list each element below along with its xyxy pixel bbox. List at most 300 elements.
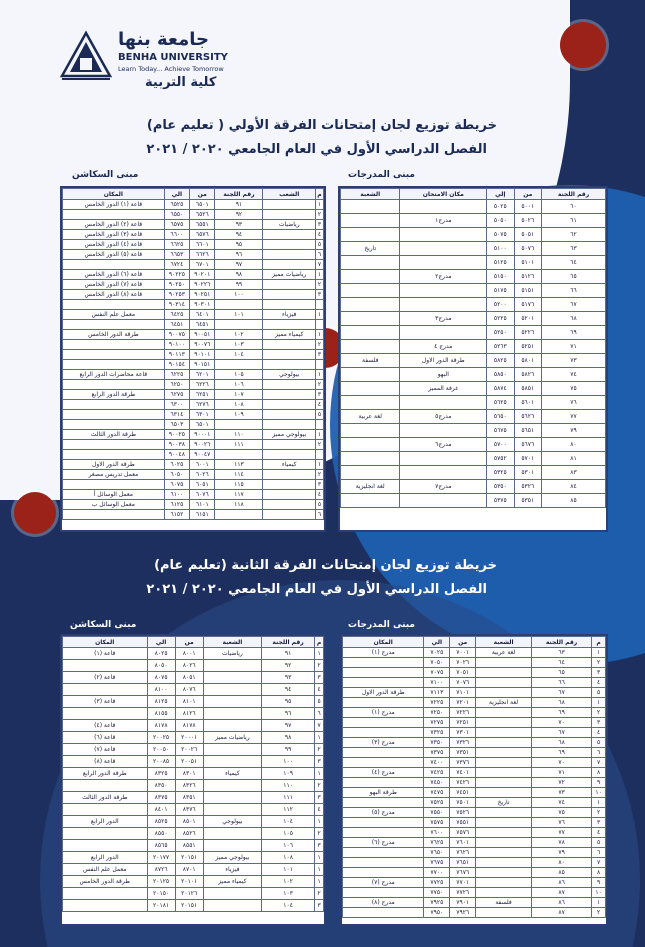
s1-left-header-cell: الشعب bbox=[263, 189, 316, 200]
s1-left-sec-cell bbox=[263, 340, 316, 350]
s2-left-from-cell: ٨٠٠١ bbox=[175, 648, 203, 660]
s2-left-from-cell: ٨١٧٨ bbox=[175, 720, 203, 732]
s1-left-place-cell bbox=[63, 400, 165, 410]
s1-left-place-cell bbox=[63, 300, 165, 310]
s2-left-no-cell: ١٠٦ bbox=[262, 840, 315, 852]
s2-left-header-cell: من bbox=[175, 637, 203, 648]
table-row bbox=[341, 410, 606, 424]
s1-right-place-cell: مدرج٦ bbox=[400, 438, 487, 452]
s1-left-from-cell: ٦٥٢٦ bbox=[190, 210, 215, 220]
s1-right-from-cell: ٥٢٥١ bbox=[514, 340, 541, 354]
s2-right-m-cell: ١٠ bbox=[592, 788, 606, 798]
s2-left-place-cell: الدور الرابع bbox=[63, 852, 148, 864]
table-row bbox=[343, 758, 606, 768]
s1-left-place-cell: قاعة (٤) الدور الخامس bbox=[63, 240, 165, 250]
s1-right-to-cell: ٥٧٥٢ bbox=[487, 452, 514, 466]
table-row bbox=[63, 250, 324, 260]
s2-right-no-cell: ٦٧ bbox=[532, 728, 592, 738]
s1-right-to-cell: ٥٨٧٤ bbox=[487, 382, 514, 396]
s1-left-from-cell: ٩٠٠٥١ bbox=[190, 330, 215, 340]
s2-right-place-cell bbox=[343, 758, 424, 768]
s2-right-to-cell: ٧٩٥٠ bbox=[424, 908, 450, 918]
s1-left-to-cell: ٦٥٧٥ bbox=[164, 220, 189, 230]
s2-right-from-cell: ٧٥٧٦ bbox=[450, 828, 476, 838]
s1-left-m-cell: ٣ bbox=[316, 390, 324, 400]
s1-right-section-cell bbox=[341, 284, 400, 298]
s2-right-no-cell: ٦٩ bbox=[532, 708, 592, 718]
s2-left-from-cell: ٨٠٧٦ bbox=[175, 684, 203, 696]
s2-right-from-cell: ٧٢٢٦ bbox=[450, 708, 476, 718]
s2-right-sec-cell bbox=[476, 788, 532, 798]
s1-left-place-cell bbox=[63, 380, 165, 390]
s2-left-sec-cell: بيولوجي مميز bbox=[203, 852, 261, 864]
s1-left-to-cell: ٦٢٢٥ bbox=[164, 370, 189, 380]
s2-right-to-cell: ٧٩٢٥ bbox=[424, 898, 450, 908]
s2-right-no-cell: ٧٦ bbox=[532, 818, 592, 828]
table-row bbox=[63, 828, 324, 840]
table-row bbox=[63, 330, 324, 340]
s1-left-to-cell: ٦٤٢٥ bbox=[164, 310, 189, 320]
s2-right-from-cell: ٧٠٥١ bbox=[450, 668, 476, 678]
s1-left-place-cell: طرقة الدور الخامس bbox=[63, 330, 165, 340]
s1-right-section-cell: تاريخ bbox=[341, 242, 400, 256]
s2-right-no-cell: ٨٧ bbox=[532, 908, 592, 918]
s1-right-to-cell: ٥١٧٥ bbox=[487, 284, 514, 298]
s2-right-from-cell: ٧٣٧٦ bbox=[450, 758, 476, 768]
s1-left-to-cell: ٦٢٧٥ bbox=[164, 390, 189, 400]
s1-left-m-cell: ٥ bbox=[316, 410, 324, 420]
table-row bbox=[63, 290, 324, 300]
s1-left-sec-cell bbox=[263, 290, 316, 300]
section1-right-table bbox=[340, 188, 606, 508]
s2-left-m-cell: ٢ bbox=[315, 780, 324, 792]
table-row bbox=[63, 792, 324, 804]
s1-left-no-cell: ٩٨ bbox=[215, 270, 263, 280]
table-row bbox=[63, 390, 324, 400]
s1-right-header-cell: من bbox=[514, 189, 541, 200]
s1-right-section-cell bbox=[341, 396, 400, 410]
s2-right-place-cell bbox=[343, 848, 424, 858]
s1-right-place-cell: البهو bbox=[400, 368, 487, 382]
s2-left-to-cell: ٨٣٢٥ bbox=[147, 768, 175, 780]
s2-right-no-cell: ٦٥ bbox=[532, 668, 592, 678]
s2-right-m-cell: ١٠ bbox=[592, 888, 606, 898]
table-row bbox=[63, 370, 324, 380]
s1-left-m-cell: ٥ bbox=[316, 240, 324, 250]
s2-right-to-cell: ٧٢٢٥ bbox=[424, 698, 450, 708]
s1-left-no-cell bbox=[215, 320, 263, 330]
s2-left-m-cell: ١ bbox=[315, 816, 324, 828]
s2-left-place-cell: طرقة الدور الخامس bbox=[63, 876, 148, 888]
s2-left-no-cell: ٩٤ bbox=[262, 684, 315, 696]
s1-left-m-cell bbox=[316, 300, 324, 310]
s2-right-place-cell bbox=[343, 698, 424, 708]
section2-right-table-frame bbox=[340, 634, 608, 926]
s2-right-place-cell: مدرج (٧) bbox=[343, 878, 424, 888]
s1-left-m-cell: ٢ bbox=[316, 340, 324, 350]
s2-right-from-cell: ٧٤٥١ bbox=[450, 788, 476, 798]
s2-right-no-cell: ٨٦ bbox=[532, 898, 592, 908]
s2-left-no-cell: ١١١ bbox=[262, 792, 315, 804]
s1-left-from-cell: ٦٠٠١ bbox=[190, 460, 215, 470]
s1-left-no-cell bbox=[215, 300, 263, 310]
s1-left-from-cell: ٦١٥١ bbox=[190, 510, 215, 520]
table-row bbox=[63, 684, 324, 696]
s1-left-sec-cell bbox=[263, 240, 316, 250]
s2-right-sec-cell bbox=[476, 748, 532, 758]
s2-right-m-cell: ٨ bbox=[592, 868, 606, 878]
s1-left-from-cell: ٩٠٠٤٧ bbox=[190, 450, 215, 460]
s1-left-to-cell: ٦٧٢٤ bbox=[164, 260, 189, 270]
s2-left-no-cell: ١٠٠ bbox=[262, 756, 315, 768]
s1-right-place-cell bbox=[400, 298, 487, 312]
s1-left-from-cell: ٦٦٢٦ bbox=[190, 250, 215, 260]
s1-left-place-cell: قاعة (٦) الدور الخامس bbox=[63, 270, 165, 280]
s1-left-sec-cell: كيمياء bbox=[263, 460, 316, 470]
s2-right-no-cell: ٧٠ bbox=[532, 718, 592, 728]
s1-right-no-cell: ٨٣ bbox=[542, 466, 606, 480]
s2-left-no-cell: ٩٣ bbox=[262, 672, 315, 684]
s1-left-sec-cell: رياضيات bbox=[263, 220, 316, 230]
s1-left-from-cell: ٩٠٢٢٦ bbox=[190, 280, 215, 290]
table-row bbox=[63, 200, 324, 210]
s2-right-sec-cell bbox=[476, 658, 532, 668]
s2-right-m-cell: ١ bbox=[592, 798, 606, 808]
s1-right-to-cell: ٥٧٠٠ bbox=[487, 438, 514, 452]
s1-left-to-cell: ٩٠١٠٠ bbox=[164, 340, 189, 350]
s2-left-place-cell: قاعة (٨) bbox=[63, 756, 148, 768]
s2-left-m-cell: ٦ bbox=[315, 708, 324, 720]
s1-left-to-cell: ٦٦٠٠ bbox=[164, 230, 189, 240]
s1-left-no-cell: ١١١ bbox=[215, 440, 263, 450]
s2-right-to-cell: ٧١٠٠ bbox=[424, 678, 450, 688]
s2-left-sec-cell bbox=[203, 744, 261, 756]
s2-left-to-cell: ٨٣٥٠ bbox=[147, 780, 175, 792]
s1-left-m-cell: ٧ bbox=[316, 260, 324, 270]
s1-left-to-cell: ٦٤٥١ bbox=[164, 320, 189, 330]
s1-left-m-cell: ١ bbox=[316, 310, 324, 320]
s1-left-from-cell: ٩٠٠٧٦ bbox=[190, 340, 215, 350]
s1-right-from-cell: ٥٣٢٦ bbox=[514, 480, 541, 494]
s2-right-sec-cell: تاريخ bbox=[476, 798, 532, 808]
s2-right-sec-cell: لغة انجليزية bbox=[476, 698, 532, 708]
s2-right-place-cell bbox=[343, 728, 424, 738]
s2-right-place-cell bbox=[343, 858, 424, 868]
s1-right-from-cell: ٥٧٠١ bbox=[514, 452, 541, 466]
s2-right-no-cell: ٨٥ bbox=[532, 868, 592, 878]
s2-left-from-cell: ٢٠١٢٦ bbox=[175, 888, 203, 900]
s2-right-from-cell: ٧٦٥١ bbox=[450, 858, 476, 868]
s1-left-sec-cell bbox=[263, 500, 316, 510]
table-row bbox=[343, 678, 606, 688]
s1-right-section-cell bbox=[341, 200, 400, 214]
s2-right-from-cell: ٧١٠١ bbox=[450, 688, 476, 698]
s1-left-m-cell: ١ bbox=[316, 430, 324, 440]
s2-right-no-cell: ٦٨ bbox=[532, 698, 592, 708]
s2-left-m-cell: ١ bbox=[315, 732, 324, 744]
table-row bbox=[63, 410, 324, 420]
s2-right-to-cell: ٧٣٥٠ bbox=[424, 738, 450, 748]
s1-left-to-cell: ٩٠١١٣ bbox=[164, 350, 189, 360]
s2-right-to-cell: ٧٠٢٥ bbox=[424, 648, 450, 658]
s1-right-no-cell: ٦٠ bbox=[542, 200, 606, 214]
table-row bbox=[63, 260, 324, 270]
s2-left-place-cell bbox=[63, 660, 148, 672]
s1-left-place-cell: طرقة الدور الاول bbox=[63, 460, 165, 470]
s2-left-sec-cell bbox=[203, 672, 261, 684]
s1-left-to-cell: ٩٠٢٥٣ bbox=[164, 290, 189, 300]
s1-left-to-cell: ٩٠٢٢٥ bbox=[164, 270, 189, 280]
s2-left-to-cell: ٢٠٠٨٥ bbox=[147, 756, 175, 768]
table-row bbox=[341, 354, 606, 368]
table-row bbox=[343, 868, 606, 878]
s2-left-m-cell: ٧ bbox=[315, 720, 324, 732]
s1-right-from-cell: ٥٠٧٦ bbox=[514, 242, 541, 256]
s2-left-m-cell: ٣ bbox=[315, 756, 324, 768]
table-row bbox=[63, 280, 324, 290]
section1-left-building: مبنى السكاشن bbox=[72, 170, 139, 180]
s2-right-sec-cell bbox=[476, 848, 532, 858]
s2-right-from-cell: ٧٠٢٦ bbox=[450, 658, 476, 668]
s1-right-no-cell: ٧٣ bbox=[542, 354, 606, 368]
s2-left-place-cell: قاعة (٢) bbox=[63, 672, 148, 684]
s1-left-place-cell bbox=[63, 510, 165, 520]
s1-left-no-cell: ١١٣ bbox=[215, 460, 263, 470]
s1-left-no-cell: ١١٤ bbox=[215, 470, 263, 480]
s1-right-to-cell: ٥٦٢٥ bbox=[487, 396, 514, 410]
s2-right-place-cell bbox=[343, 798, 424, 808]
s1-right-from-cell: ٥٦٥١ bbox=[514, 424, 541, 438]
s1-left-no-cell: ٩٩ bbox=[215, 280, 263, 290]
s2-left-m-cell: ٣ bbox=[315, 672, 324, 684]
s2-left-m-cell: ٣ bbox=[315, 792, 324, 804]
s1-left-m-cell: ٣ bbox=[316, 480, 324, 490]
table-row bbox=[343, 818, 606, 828]
s1-right-to-cell: ٥٢٠٠ bbox=[487, 298, 514, 312]
s2-right-sec-cell bbox=[476, 758, 532, 768]
s1-left-m-cell: ٦ bbox=[316, 510, 324, 520]
s1-left-to-cell: ٦١٢٥ bbox=[164, 500, 189, 510]
s2-left-sec-cell: رياضيات مميز bbox=[203, 732, 261, 744]
s1-left-place-cell: قاعة (٧) الدور الخامس bbox=[63, 280, 165, 290]
s2-right-m-cell: ٤ bbox=[592, 828, 606, 838]
s1-right-section-cell bbox=[341, 494, 400, 508]
s2-right-m-cell: ٢ bbox=[592, 808, 606, 818]
s2-right-from-cell: ٧٢٠١ bbox=[450, 698, 476, 708]
s2-right-to-cell: ٧٤٥٠ bbox=[424, 778, 450, 788]
s1-left-sec-cell bbox=[263, 490, 316, 500]
s1-left-place-cell: طرقة الدور الثالث bbox=[63, 430, 165, 440]
s1-right-no-cell: ٦٨ bbox=[542, 312, 606, 326]
s2-right-sec-cell bbox=[476, 868, 532, 878]
section1-right-building: مبنى المدرجات bbox=[348, 170, 415, 180]
s2-left-place-cell: الدور الرابع bbox=[63, 816, 148, 828]
s1-left-m-cell: ٢ bbox=[316, 380, 324, 390]
decor-red-dot-top bbox=[560, 22, 606, 68]
s1-left-m-cell: ٣ bbox=[316, 220, 324, 230]
table-row bbox=[63, 840, 324, 852]
s1-left-no-cell: ٩٣ bbox=[215, 220, 263, 230]
s1-left-from-cell: ٩٠٠٠١ bbox=[190, 430, 215, 440]
s1-left-place-cell bbox=[63, 420, 165, 430]
s1-right-from-cell: ٥٨٢٦ bbox=[514, 368, 541, 382]
s1-right-from-cell: ٥٢٠١ bbox=[514, 312, 541, 326]
s2-left-no-cell: ١٠٨ bbox=[262, 852, 315, 864]
s2-right-m-cell: ٣ bbox=[592, 818, 606, 828]
section1-title: خريطة توزيع لجان إمتحانات الفرقة الأولي ( تعليم عام) bbox=[146, 118, 497, 133]
s1-right-section-cell bbox=[341, 298, 400, 312]
s1-right-header-cell: إلي bbox=[487, 189, 514, 200]
s2-right-sec-cell bbox=[476, 878, 532, 888]
s1-left-to-cell: ٩٠٠٧٥ bbox=[164, 330, 189, 340]
table-row bbox=[63, 360, 324, 370]
s2-right-no-cell: ٦٣ bbox=[532, 648, 592, 658]
s2-left-to-cell: ٨١٧٨ bbox=[147, 720, 175, 732]
s1-left-no-cell: ٩٧ bbox=[215, 260, 263, 270]
s2-right-from-cell: ٧٣٥١ bbox=[450, 748, 476, 758]
s1-right-place-cell bbox=[400, 452, 487, 466]
s2-right-to-cell: ٧٦٥٠ bbox=[424, 848, 450, 858]
s2-right-sec-cell bbox=[476, 808, 532, 818]
s1-right-to-cell: ٥٠٢٥ bbox=[487, 200, 514, 214]
s1-left-to-cell: ٦١٥٢ bbox=[164, 510, 189, 520]
university-tagline: Learn Today... Achieve Tomorrow bbox=[118, 65, 224, 73]
s2-left-from-cell: ٨٧٠١ bbox=[175, 864, 203, 876]
section1-left-table bbox=[62, 188, 324, 520]
s1-left-no-cell: ١١٥ bbox=[215, 480, 263, 490]
s1-right-to-cell: ٥٣٢٥ bbox=[487, 466, 514, 480]
s1-left-no-cell: ١٠٢ bbox=[215, 330, 263, 340]
s1-right-to-cell: ٥١٥٠ bbox=[487, 270, 514, 284]
s2-right-sec-cell bbox=[476, 738, 532, 748]
s1-left-to-cell: ٦٠٧٥ bbox=[164, 480, 189, 490]
s2-left-no-cell: ١٠٥ bbox=[262, 828, 315, 840]
s2-left-to-cell: ٨٠٧٥ bbox=[147, 672, 175, 684]
s1-left-place-cell bbox=[63, 260, 165, 270]
table-row bbox=[341, 494, 606, 508]
s1-left-place-cell: معمل تدريس مصغر bbox=[63, 470, 165, 480]
table-row bbox=[343, 658, 606, 668]
s2-left-sec-cell bbox=[203, 828, 261, 840]
s1-left-from-cell: ٩٠٠٢٦ bbox=[190, 440, 215, 450]
s1-right-header-cell: مكان الامتحان bbox=[400, 189, 487, 200]
s1-right-no-cell: ٦٥ bbox=[542, 270, 606, 284]
s1-right-from-cell: ٥٦٢٦ bbox=[514, 410, 541, 424]
s2-right-place-cell bbox=[343, 668, 424, 678]
s1-left-to-cell: ٦٥٠٣ bbox=[164, 420, 189, 430]
s2-left-place-cell: قاعة (١) bbox=[63, 648, 148, 660]
s2-left-from-cell: ٨٥٢٦ bbox=[175, 828, 203, 840]
s2-right-sec-cell bbox=[476, 718, 532, 728]
s2-left-m-cell: ١ bbox=[315, 852, 324, 864]
s1-right-section-cell bbox=[341, 256, 400, 270]
s2-left-header-cell: م bbox=[315, 637, 324, 648]
s2-left-from-cell: ٨٠٢٦ bbox=[175, 660, 203, 672]
s1-right-no-cell: ٨٥ bbox=[542, 494, 606, 508]
table-row bbox=[343, 688, 606, 698]
s2-right-m-cell: ١ bbox=[592, 648, 606, 658]
section2-title: خريطة توزيع لجان إمتحانات الفرقة الثانية (تعليم عام) bbox=[154, 558, 497, 573]
s1-left-place-cell bbox=[63, 450, 165, 460]
s2-right-m-cell: ٨ bbox=[592, 768, 606, 778]
s2-right-place-cell bbox=[343, 828, 424, 838]
s2-right-to-cell: ٧٣٧٥ bbox=[424, 748, 450, 758]
s2-left-no-cell: ١٠٤ bbox=[262, 816, 315, 828]
s1-right-place-cell bbox=[400, 424, 487, 438]
s1-left-no-cell: ٩٤ bbox=[215, 230, 263, 240]
s2-left-no-cell: ١٠٣ bbox=[262, 888, 315, 900]
s1-left-sec-cell bbox=[263, 440, 316, 450]
s1-left-place-cell bbox=[63, 440, 165, 450]
s2-left-sec-cell bbox=[203, 660, 261, 672]
s1-left-to-cell: ٩٠١٥٤ bbox=[164, 360, 189, 370]
s2-left-to-cell: ٢٠٠٢٥ bbox=[147, 732, 175, 744]
table-row bbox=[63, 816, 324, 828]
s2-left-no-cell: ١٠٢ bbox=[262, 876, 315, 888]
s1-left-from-cell: ٦٤٥١ bbox=[190, 320, 215, 330]
s1-left-to-cell: ٩٠٠٢٥ bbox=[164, 430, 189, 440]
table-row bbox=[63, 732, 324, 744]
s2-right-no-cell: ٦٧ bbox=[532, 688, 592, 698]
table-row bbox=[63, 876, 324, 888]
s2-right-sec-cell bbox=[476, 818, 532, 828]
table-row bbox=[341, 312, 606, 326]
s1-left-from-cell: ٦٤٠١ bbox=[190, 310, 215, 320]
s1-right-from-cell: ٥٢٢٦ bbox=[514, 326, 541, 340]
s1-left-m-cell: ٢ bbox=[316, 470, 324, 480]
s1-left-header-cell: م bbox=[317, 190, 322, 198]
s2-right-to-cell: ٧٢٧٥ bbox=[424, 718, 450, 728]
table-row bbox=[341, 298, 606, 312]
s2-left-sec-cell: رياضيات bbox=[203, 648, 261, 660]
s2-left-sec-cell: كيمياء مميز bbox=[203, 876, 261, 888]
s1-left-no-cell: ١١٨ bbox=[215, 500, 263, 510]
s1-right-no-cell: ٨٠ bbox=[542, 438, 606, 452]
s1-left-no-cell: ٩٥ bbox=[215, 240, 263, 250]
s1-right-to-cell: ٥١٠٠ bbox=[487, 242, 514, 256]
s1-left-m-cell: ١ bbox=[316, 270, 324, 280]
s1-right-from-cell: ٥٦٠١ bbox=[514, 396, 541, 410]
s1-left-sec-cell: كيمياء مميز bbox=[263, 330, 316, 340]
s2-right-from-cell: ٧٦٧٦ bbox=[450, 868, 476, 878]
s2-right-from-cell: ٧٧٢٦ bbox=[450, 888, 476, 898]
s1-left-place-cell bbox=[63, 360, 165, 370]
table-row bbox=[343, 708, 606, 718]
table-header-row bbox=[63, 189, 324, 200]
s1-left-no-cell: ١٠٧ bbox=[215, 390, 263, 400]
s1-right-from-cell: ٥٨٠١ bbox=[514, 354, 541, 368]
s2-left-from-cell: ٨١٠١ bbox=[175, 696, 203, 708]
s2-right-from-cell: ٧٣٢٦ bbox=[450, 738, 476, 748]
s2-left-place-cell: طرقة الدور الثالث bbox=[63, 792, 148, 804]
s2-right-to-cell: ٧٦٠٠ bbox=[424, 828, 450, 838]
s1-right-no-cell: ٦٩ bbox=[542, 326, 606, 340]
table-row bbox=[341, 396, 606, 410]
s2-left-m-cell: ٢ bbox=[315, 660, 324, 672]
table-row bbox=[341, 200, 606, 214]
table-row bbox=[63, 460, 324, 470]
s1-right-place-cell: غرفة المميز bbox=[400, 382, 487, 396]
s2-right-sec-cell: فلسفة bbox=[476, 898, 532, 908]
s2-left-to-cell: ٨٥٥٠ bbox=[147, 828, 175, 840]
s1-right-no-cell: ٧٩ bbox=[542, 424, 606, 438]
s2-right-sec-cell bbox=[476, 828, 532, 838]
s1-right-place-cell bbox=[400, 284, 487, 298]
s1-right-to-cell: ٥٢٢٥ bbox=[487, 312, 514, 326]
table-row bbox=[341, 368, 606, 382]
s2-left-place-cell bbox=[63, 840, 148, 852]
s2-left-from-cell: ٨٥٥١ bbox=[175, 840, 203, 852]
